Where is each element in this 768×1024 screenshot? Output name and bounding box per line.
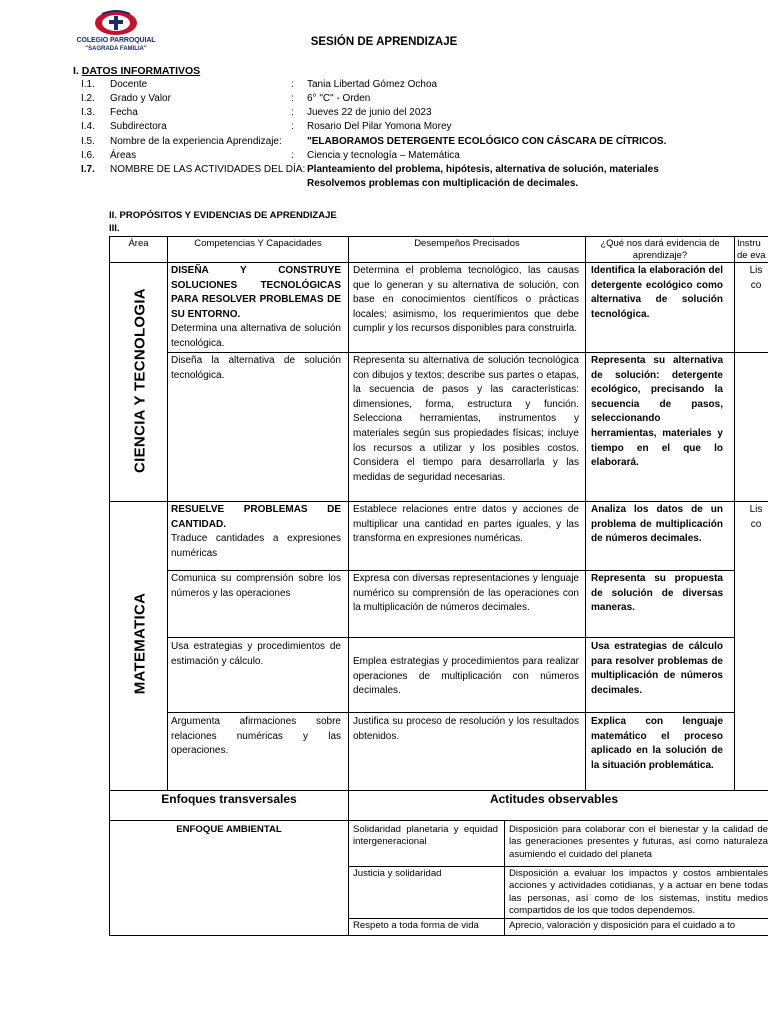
school-name: COLEGIO PARROQUIAL — [76, 37, 156, 44]
evidencia-cell: Usa estrategias de cálculo para resolver problemas de multiplicación de números decimales. — [591, 641, 723, 696]
page-title: SESIÓN DE APRENDIZAJE — [310, 36, 458, 48]
competencia-cell: RESUELVE PROBLEMAS DE CANTIDAD. Traduce cantidades a expresiones numéricas — [171, 504, 341, 559]
crest-icon — [94, 10, 138, 36]
desempeno-cell: Justifica su proceso de resolución y los resultados obtenidos. — [353, 716, 579, 742]
section-heading: I. DATOS INFORMATIVOS — [73, 65, 201, 77]
desempeno-cell: Establece relaciones entre datos y acciones de multiplicar una cantidad en partes iguales, y las transforma en expresiones numéricas. — [353, 504, 579, 545]
desempeno-cell: Emplea estrategias y procedimientos para realizar operaciones de multiplicación con números decimales. — [353, 656, 579, 697]
section-heading: II. PROPÓSITOS Y EVIDENCIAS DE APRENDIZAJE — [109, 210, 337, 221]
evidencia-cell: Explica con lenguaje matemático el proceso aplicado en la solución de la situación problemática. — [591, 716, 723, 771]
header-instrumento: Instru de eva — [737, 238, 766, 261]
header-evidencia: ¿Qué nos dará evidencia de aprendizaje? — [600, 238, 720, 261]
section-subheading: III. — [109, 223, 120, 234]
area-ciencia-label: CIENCIA Y TECNOLOGIA — [131, 288, 149, 473]
actitud-cell: Disposición para colaborar con el bienestar y la calidad de las generaciones presentes y futuras, así como naturaleza asumiendo el cuidado del planeta — [509, 824, 768, 860]
actitud-cell: Aprecio, valoración y disposición para el cuidado a to — [509, 920, 736, 931]
actitud-cell: Disposición a evaluar los impactos y costos ambientales acciones y actividades cotidianas, y a actuar en bene todas las personas, así como de los sistemas, institu medios compartidos de los que todos dependemos. — [509, 868, 768, 917]
competencia-cell: Comunica su comprensión sobre los números y las operaciones — [171, 573, 341, 599]
evidencia-cell: Representa su alternativa de solución: detergente ecológico, precisando la secuencia de pasos, seleccionando herramientas, materiales y tiempo en el que lo elaborará. — [591, 355, 723, 469]
header-area: Área — [128, 238, 149, 249]
competencia-cell: Usa estrategias y procedimientos de estimación y cálculo. — [171, 641, 341, 667]
desempeno-cell: Expresa con diversas representaciones y lenguaje numérico su comprensión de las operaciones con la multiplicación de números decimales. — [353, 573, 579, 614]
evidencia-cell: Identifica la elaboración del detergente ecológico como alternativa de solución tecnológica. — [591, 265, 723, 320]
valor-cell: Respeto a toda forma de vida — [353, 920, 479, 931]
valor-cell: Justicia y solidaridad — [353, 868, 442, 879]
actitudes-header: Actitudes observables — [489, 792, 619, 806]
desempeno-cell: Representa su alternativa de solución tecnológica con dibujos y textos; describe sus partes o etapas, la secuencia de pasos y las características: dimensiones, forma, estructura y función. Selecciona herramientas, instrumentos y materiales según sus propiedades físicas; incluye los recursos a utilizar y los posibles costos. Considera el tiempo para desarrollarla y las medidas de seguridad necesarias. — [353, 355, 579, 483]
evidencia-cell: Analiza los datos de un problema de multiplicación de números decimales. — [591, 504, 723, 545]
instrumento-cell: Lis co — [749, 504, 763, 530]
enfoque-name: ENFOQUE AMBIENTAL — [176, 824, 282, 835]
school-subtitle: "SAGRADA FAMILIA" — [85, 46, 147, 52]
desempeno-cell: Determina el problema tecnológico, las causas que lo generan y su alternativa de solución, con base en conocimientos científicos o prácticas locales; asimismo, los requerimientos que debe cumplir y los recursos disponibles para construirla. — [353, 265, 579, 335]
evidencia-cell: Representa su propuesta de solución de diversas maneras. — [591, 573, 723, 614]
valor-cell: Solidaridad planetaria y equidad intergeneracional — [353, 824, 498, 848]
competencia-cell: Argumenta afirmaciones sobre relaciones numéricas y las operaciones. — [171, 716, 341, 757]
area-matematica-label: MATEMATICA — [131, 592, 149, 695]
enfoques-header: Enfoques transversales — [161, 792, 297, 806]
header-competencias: Competencias Y Capacidades — [194, 238, 322, 249]
competencia-cell: Diseña la alternativa de solución tecnológica. — [171, 355, 341, 381]
instrumento-cell: Lis co — [749, 265, 763, 291]
header-desempenos: Desempeños Precisados — [414, 238, 520, 249]
competencia-cell: DISEÑA Y CONSTRUYE SOLUCIONES TECNOLÓGICAS PARA RESOLVER PROBLEMAS DE SU ENTORNO. Determina una alternativa de solución tecnológica. — [171, 265, 341, 349]
